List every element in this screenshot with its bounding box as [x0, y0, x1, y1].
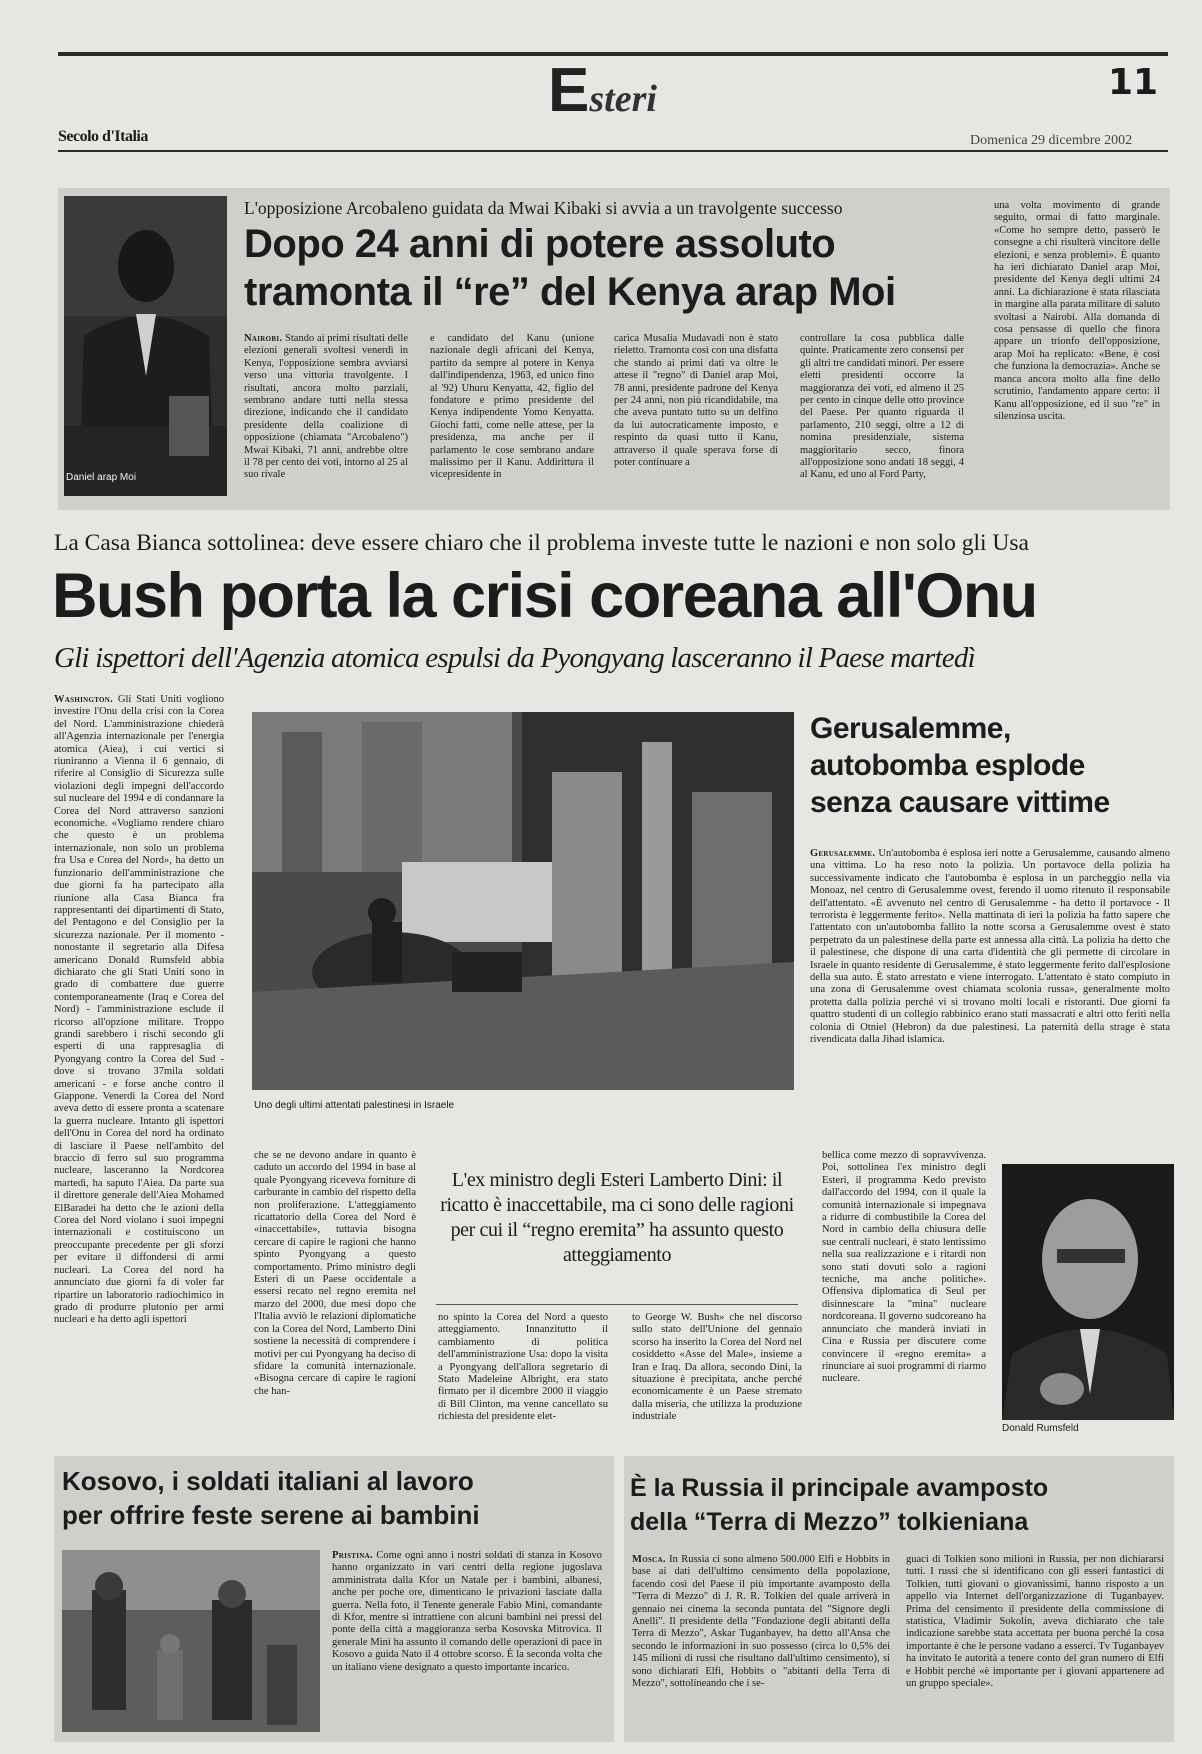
kosovo-photo — [62, 1550, 320, 1732]
jerusalem-dateline: Gerusalemme. — [810, 848, 876, 859]
korea-col-2 — [254, 1150, 416, 1440]
jerusalem-body — [810, 848, 1170, 1120]
korea-title: Bush porta la crisi coreana all'Onu — [52, 561, 1037, 631]
issue-date: Domenica 29 dicembre 2002 — [970, 133, 1133, 148]
kenya-col-4-text: controllare la cosa pubblica dalle quinte. Praticamente zero consensi per gli altri tre candidati minori. Per essere eletti presidenti occorre la maggioranza dei voti, ed almeno il 25 per cento in cinque delle otto province del Paese. Per quanto riguarda il parlamento, 210 seggi, oltre a 12 di nomina presidenziale, sistema maggioritario secco, finora all'opposizione sono andati 18 seggi, 4 al Kanu, ed uno al Ford Party, — [800, 333, 964, 481]
kenya-col-1 — [244, 333, 408, 493]
russia-title-2: della “Terra di Mezzo” tolkieniana — [630, 1508, 1029, 1536]
section-title — [548, 56, 698, 125]
korea-subtitle: Gli ispettori dell'Agenzia atomica espulsi da Pyongyang lasceranno il Paese martedì — [54, 642, 975, 674]
top-rule — [58, 52, 1168, 56]
korea-col-3-text: no spinto la Corea del Nord a questo atteggiamento. Innanzitutto il cambiamento di politica dell'amministrazione Usa: dopo la visita a Pyongyang dell'allora segretario di Stato Madeleine Albright, era stato firmato per il dicembre 2000 il viaggio di Bill Clinton, ma venne cancellato su richiesta del presidente elet- — [438, 1312, 608, 1423]
car-bomb-scene-image — [252, 712, 794, 1090]
kosovo-dateline: Pristina. — [332, 1550, 373, 1561]
soldiers-children-image — [62, 1550, 320, 1732]
kosovo-body-text: Come ogni anno i nostri soldati di stanza in Kosovo hanno organizzato in vari centri della regione jugoslava amministrata dalla Kfor un Natale per i bambini, albanesi, anche per poche ore, dimenticano le privazioni lasciate dalla guerra. Nella foto, il Tenente generale Fabio Mini, comandante di Kfor, mentre si intrattiene con alcuni bambini nei pressi del ponte della città a maggioranza serba Kosovska Mitrovica. Il generale Mini ha assunto il comando delle operazioni di pace in Kosovo a guida Nato il 4 ottobre scorso. È la seconda volta che un italiano viene designato a questo importante incarico. — [332, 1550, 602, 1673]
header-rule — [58, 150, 1168, 152]
korea-col-4-text: to George W. Bush» che nel discorso sullo stato dell'Unione del gennaio scorso ha inserito la Corea del Nord nel cosiddetto «Asse del Male», insieme a Iran e Iraq. Da allora, secondo Dini, la situazione è precipitata, anche perché economicamente è un Paese stremato dalla miseria, che utilizza la produzione industriale — [632, 1312, 802, 1423]
korea-dateline: Washington. — [54, 694, 114, 705]
kenya-col-5-text: una volta movimento di grande seguito, ormai di fatto marginale. «Come ho sempre detto, passerò le consegne a chi risulterà vincitore delle elezioni, e senza problemi». È quanto ha ieri dichiarato Daniel arap Moi, presidente del Kenya degli ultimi 24 anni. La dichiarazione è stata rilasciata in margine alla parata militare di saluto svoltasi a Nairobi. Alla domanda di cosa pensasse di quello che finora appare un trionfo dell'opposizione, arap Moi ha replicato: «Bene, è così che funziona la democrazia». Anche se manca ancora molto alla fine dello scrutinio, l'andamento appare certo: il Kanu all'opposizione, ed il suo "re" in silenziosa uscita. — [994, 200, 1160, 422]
dini-title: L'ex ministro degli Esteri Lamberto Dini: il ricatto è inaccettabile, ma ci sono delle ragioni per cui il “regno eremita” ha assunto questo atteggiamento — [440, 1169, 794, 1266]
korea-col-5-text: bellica come mezzo di sopravvivenza. Poi, sottolinea l'ex ministro degli Esteri, il programma Kedo previsto dall'accordo del 1994, con il quale la comunità internazionale si impegnava a ridurre di combustibile la Corea del Nord in cambio della chiusura delle sue centrali nucleari, è stato lentissimo nella sua realizzazione e i ritardi non sono stati dovuti solo a ragioni tecniche, ma anche politiche». Offensiva diplomatica di Seul per disinnescare la "mina" nucleare nordcoreana. Il governo sudcoreano ha annunciato che manderà inviati in Cina e Russia per discutere come convincere il «regno eremita» a rinunciare ai suoi programmi di riarmo nucleare. — [822, 1150, 986, 1385]
kenya-col-5 — [994, 200, 1160, 495]
kenya-photo — [64, 196, 227, 496]
russia-dateline: Mosca. — [632, 1554, 666, 1565]
attack-photo — [252, 712, 794, 1090]
kenya-title-1: Dopo 24 anni di potere assoluto — [244, 222, 836, 266]
dini-title-rule — [436, 1304, 798, 1305]
kenya-photo-caption: Daniel arap Moi — [66, 472, 137, 483]
rumsfeld-photo — [1002, 1164, 1174, 1420]
kosovo-title-1: Kosovo, i soldati italiani al lavoro — [62, 1466, 474, 1496]
korea-col-3 — [438, 1312, 608, 1440]
kenya-col-2-text: e candidato del Kanu (unione nazionale degli africani del Kenya, partito da sempre al potere in Kenya dall'indipendenza, 1963, ed unico fino al '92) Uhuru Kenyatta, 42, figlio del fondatore e primo presidente del Kenya indipendente Yomo Kenyatta. Giochi fatti, come nelle attese, per la presidenza, ma anche per il parlamento le cose sembrano andare malissimo per il Kanu. Addirittura il vicepresidente in — [430, 333, 594, 481]
section-rest: steri — [589, 78, 657, 120]
rumsfeld-caption: Donald Rumsfeld — [1002, 1423, 1079, 1434]
kenya-col-2 — [430, 333, 594, 493]
moi-portrait-image — [64, 196, 227, 496]
korea-col-5 — [822, 1150, 986, 1440]
kenya-kicker: L'opposizione Arcobaleno guidata da Mwai Kibaki si avvia a un travolgente successo — [244, 198, 843, 218]
russia-col-2 — [906, 1554, 1164, 1736]
russia-title-1: È la Russia il principale avamposto — [630, 1474, 1049, 1502]
russia-col-1-text: In Russia ci sono almeno 500.000 Elfi e Hobbits in base ai dati dell'ultimo censimento della popolazione, facendo così del Paese il più importante avamposto della "Terra di Mezzo" di J. R. R. Tolkien del quale arriverà in gennaio nei cinema la seconda puntata del "Signore degli Anelli". Il presidente della "Fondazione degli abitanti della Terra di Mezzo", Askar Tuganbayev, ha detto all'Ansa che secondo le informazioni in suo possesso (circa lo 0,5% dei 145 milioni di russi che risultano dall'ultimo censimento), si sono dichiarati Elfi, Hobbits o "abitanti della Terra di Mezzo", sottolineando che i se- — [632, 1554, 890, 1690]
korea-col-4 — [632, 1312, 802, 1440]
russia-col-1 — [632, 1554, 890, 1736]
jerusalem-title: Gerusalemme, autobomba esplode senza causare vittime — [810, 712, 1110, 819]
kenya-col-3 — [614, 333, 778, 493]
jerusalem-body-text: Un'autobomba è esplosa ieri notte a Gerusalemme, causando almeno una vittima. Lo ha reso noto la polizia. Un portavoce della polizia ha successivamente indicato che l'autobomba è esplosa in un parcheggio nella via Monoaz, nel centro di Gerusalemme ovest, ferendo il uomo ritenuto il responsabile dell'attentato. «È avvenuto nel centro di Gerusalemme - ha detto il portavoce - Il terrorista è leggermente ferito». Nella mattinata di ieri la polizia ha fatto sapere che l'attentato con un'autobomba fallito la notte scorsa a Gerusalemme ovest è stato perpetrato da un palestinese della parte est annessa alla città. La polizia ha detto che il palestinese, che dispone di una carta d'identità che gli permette di circolare in Israele in quanto residente di Gerusalemme, è stato leggermente ferito dall'esplosione della sua auto. È stato arrestato e viene interrogato. L'attentato è stato compiuto in una zona di Gerusalemme ovest chiamata scolonia russa», generalmente molto protetta dalla polizia perché vi si trovano molti locali e ristoranti. Due giorni fa quattro studenti di un collegio rabbinico erano stati massacrati e altri otto feriti nella colonia di Otniel (Hebron) da due palestinesi. La paternità della strage è stata rivendicata dalla Jihad islamica. — [810, 848, 1170, 1046]
kosovo-body — [332, 1550, 602, 1734]
section-initial: E — [548, 56, 590, 125]
korea-kicker: La Casa Bianca sottolinea: deve essere chiaro che il problema investe tutte le nazioni e non solo gli Usa — [54, 530, 1029, 556]
korea-col-2-text: che se ne devono andare in quanto è caduto un accordo del 1994 in base al quale Pyongyang riceveva forniture di carburante in cambio del rispetto della non proliferazione. L'atteggiamento ricattatorio della Corea del Nord è «inaccettabile», tuttavia bisogna cercare di capire le ragioni che hanno spinto Pyongyang a questo comportamento. Primo ministro degli Esteri di un Paese occidentale a essersi recato nel regno eremita nel marzo del 2000, due mesi dopo che l'Italia avviò le relazioni diplomatiche con la Corea del Nord, Lamberto Dini sostiene la necessità di comprendere i motivi per cui Pyongyang ha deciso di sfidare la comunità internazionale. «Bisogna cercare di capire le ragioni che han- — [254, 1150, 416, 1397]
kenya-col-1-text: Stando ai primi risultati delle elezioni generali svoltesi venerdì in Kenya, l'opposizione sembra avviarsi verso una vittoria travolgente. I risultati, ancora molto parziali, sembrano andare tutti nella stessa direzione, indicando che il candidato presidente della coalizione di opposizione (chiamata "Arcobaleno") Mwai Kibaki, 71 anni, andrebbe oltre il 78 per cento dei voti, intorno al 25 al suo rivale — [244, 333, 408, 481]
korea-col-1-text: Gli Stati Uniti vogliono investire l'Onu della crisi con la Corea del Nord. L'amministrazione chiederà all'Agenzia internazionale per l'energia atomica (Aiea), i cui vertici si riuniranno a Vienna il 6 gennaio, di riferire al Consiglio di Sicurezza sulle violazioni degli impegni dell'accordo sul nucleare del 1994 e di condannare la Corea del Nord attraverso sanzioni economiche. «Vogliamo rendere chiaro che questo è un problema internazionale, non solo un problema fra Usa e Corea del Nord», ha detto un funzionario dell'amministrazione che due giorni fa ha partecipato alla riunione alla Casa Bianca fra rappresentanti dei dipartimenti di Stato, del Pentagono e del Consiglio per la sicurezza nazionale. Per il momento - nonostante il segretario alla Difesa americano Donald Rumsfeld abbia dichiarato che gli Stati Uniti sono in grado di combattere due guerre contemporaneamente (Iraq e Corea del Nord) - l'amministrazione esclude il ricorso all'opzione militare. Troppo grandi sarebbero i rischi secondo gli esperti di una rappresaglia di Pyongyang contro la Corea del Sud - dove si trovano 37mila soldati americani - e forse anche contro il Giappone. Venerdì la Corea del Nord aveva detto di essere pronta a scatenare la guerra nucleare. Intanto gli ispettori dell'Onu in Corea del nord ha ordinato di lasciare il Paese nell'ambito del braccio di ferro sul suo programma nucleare, lasceranno la Nordcorea martedì, ha saputo l'Aiea. Da parte sua il direttore generale dell'Aiea Mohamed ElBaradei ha detto che le azioni della Corea del Nord violano i suoi impegni internazionali e costituiscono un preoccupante precedente per gli sforzi per evitare il diffondersi di armi nucleari. La Corea del nord ha annunciato due giorni fa di voler far ripartire un laboratorio radiochimico in grado di produrre plutonio per armi nucleari e ha detto agli ispettori — [54, 694, 224, 1326]
kenya-col-3-text: carica Musalia Mudavadi non è stato rieletto. Tramonta così con una disfatta che stando ai primi dati va oltre le attese il "regno" di Daniel arap Moi, 78 anni, presidente padrone del Kenya per 24 anni, non più ricandidabile, ma che aveva puntato tutto su un delfino da lui autocraticamente imposto, e respinto da quasi tutto il Kanu, attraverso il quale sperava forse di poter continuare a — [614, 333, 778, 469]
kosovo-title-2: per offrire feste serene ai bambini — [62, 1500, 480, 1530]
attack-photo-caption: Uno degli ultimi attentati palestinesi in Israele — [254, 1100, 455, 1111]
russia-col-2-text: guaci di Tolkien sono milioni in Russia, per non dichiararsi tutti. I russi che si identificano con gli esseri fantastici di Tolkien, tutti giovani o giovanissimi, hanno risposto a un appello via Internet dell'organizzazione di Tuganbayev. Prima del censimento il presidente della commissione di statistica, Vladimir Sokolin, aveva dichiarato che tale indicazione sarebbe stata accettata per buona perché la cosa importante è che le persone vadano a esserci. Tv Tuganbayev ha invitato le autorità a tenere conto del gran numero di Elfi e Hobbit perché «è importante per i giovani appartenere ad un gruppo speciale». — [906, 1554, 1164, 1690]
korea-col-1 — [54, 694, 224, 1440]
rumsfeld-portrait-image — [1002, 1164, 1174, 1420]
masthead: Secolo d'Italia — [58, 128, 148, 145]
page-number: 11 — [1108, 62, 1159, 103]
kenya-col-4 — [800, 333, 964, 493]
kenya-dateline: Nairobi. — [244, 333, 283, 344]
kenya-title-2: tramonta il “re” del Kenya arap Moi — [244, 270, 896, 314]
